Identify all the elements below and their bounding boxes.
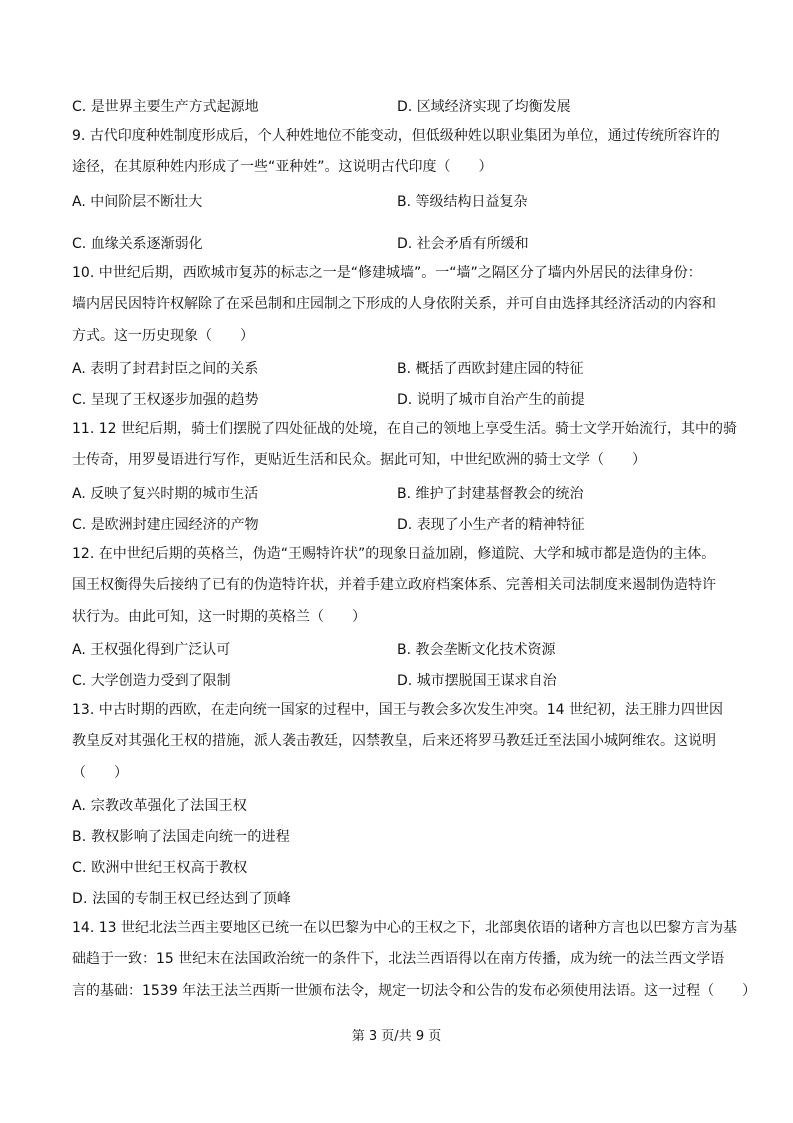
q10-stem-line: 方式。这一历史现象（ ） bbox=[72, 327, 254, 344]
q13-stem-line: 教皇反对其强化王权的措施，派人袭击教廷，囚禁教皇，后来还将罗马教廷迁至法国小城阿维农。这说明 bbox=[72, 733, 716, 750]
q10-stem bbox=[72, 258, 722, 352]
q9-option-b[interactable]: B. 等级结构日益复杂 bbox=[397, 194, 528, 210]
q12-stem-line: 12. 在中世纪后期的英格兰，伪造“王赐特许状”的现象日益加剧，修道院、大学和城市都是造伪的主体。 bbox=[72, 546, 716, 562]
q12-option-c[interactable]: C. 大学创造力受到了限制 bbox=[72, 673, 231, 689]
q10-stem-line: 10. 中世纪后期，西欧城市复苏的标志之一是“修建城墙”。一“墙”之隔区分了墙内外居民的法律身份： bbox=[72, 265, 702, 281]
q11-stem-line: 11. 12 世纪后期，骑士们摆脱了四处征战的处境，在自己的领地上享受生活。骑士文学开始流行，其中的骑 bbox=[72, 421, 737, 437]
q9-stem-line: 途径，在其原种姓内形成了一些“亚种姓”。这说明古代印度（ ） bbox=[72, 159, 493, 176]
q8-option-c[interactable]: C. 是世界主要生产方式起源地 bbox=[72, 99, 259, 115]
q14-stem-line: 14. 13 世纪北法兰西主要地区已统一在以巴黎为中心的王权之下，北部奥依语的诸种方言也以巴黎方言为基 bbox=[72, 920, 737, 936]
q14-stem-line: 础趋于一致：15 世纪末在法国政治统一的条件下，北法兰西语得以在南方传播，成为统一的法兰西文学语 bbox=[72, 951, 725, 968]
q13-stem-line: 13. 中古时期的西欧，在走向统一国家的过程中，国王与教会多次发生冲突。14 世纪初，法王腓力四世因 bbox=[72, 702, 723, 718]
q14-stem-line: 言的基础：1539 年法王法兰西斯一世颁布法令，规定一切法令和公告的发布必须使用法语。这一过程（ ） bbox=[72, 982, 757, 999]
q11-option-b[interactable]: B. 维护了封建基督教会的统治 bbox=[397, 486, 584, 502]
q9-option-c[interactable]: C. 血缘关系逐渐弱化 bbox=[72, 236, 203, 252]
q11-stem-line: 士传奇，用罗曼语进行写作，更贴近生活和民众。据此可知，中世纪欧洲的骑士文学（ ） bbox=[72, 452, 646, 469]
q13-stem-line: （ ） bbox=[72, 764, 128, 781]
q11-option-c[interactable]: C. 是欧洲封建庄园经济的产物 bbox=[72, 517, 259, 533]
q13-option-a[interactable]: A. 宗教改革强化了法国王权 bbox=[72, 798, 248, 814]
q12-option-b[interactable]: B. 教会垄断文化技术资源 bbox=[397, 642, 556, 658]
q12-option-a[interactable]: A. 王权强化得到广泛认可 bbox=[72, 642, 231, 658]
q12-stem bbox=[72, 539, 722, 633]
page-number-footer: 第 3 页/共 9 页 bbox=[351, 1029, 442, 1044]
q13-option-d[interactable]: D. 法国的专制王权已经达到了顶峰 bbox=[72, 891, 292, 907]
q12-stem-line: 状行为。由此可知，这一时期的英格兰（ ） bbox=[72, 608, 366, 625]
q10-option-c[interactable]: C. 呈现了王权逐步加强的趋势 bbox=[72, 392, 259, 408]
q13-stem bbox=[72, 695, 722, 789]
q10-option-d[interactable]: D. 说明了城市自治产生的前提 bbox=[397, 392, 585, 408]
q11-stem bbox=[72, 414, 737, 477]
q9-stem bbox=[72, 121, 722, 184]
q12-stem-line: 国王权衡得失后接纳了已有的伪造特许状，并着手建立政府档案体系、完善相关司法制度来遏制伪造特许 bbox=[72, 577, 716, 594]
q13-option-b[interactable]: B. 教权影响了法国走向统一的进程 bbox=[72, 829, 290, 845]
q11-option-a[interactable]: A. 反映了复兴时期的城市生活 bbox=[72, 486, 259, 502]
q8-option-d[interactable]: D. 区域经济实现了均衡发展 bbox=[397, 99, 571, 115]
q10-option-b[interactable]: B. 概括了西欧封建庄园的特征 bbox=[397, 361, 584, 377]
q10-option-a[interactable]: A. 表明了封君封臣之间的关系 bbox=[72, 361, 259, 377]
q9-option-d[interactable]: D. 社会矛盾有所缓和 bbox=[397, 236, 529, 252]
q10-stem-line: 墙内居民因特许权解除了在采邑制和庄园制之下形成的人身依附关系，并可自由选择其经济活动的内容和 bbox=[72, 296, 716, 313]
q14-stem bbox=[72, 913, 757, 1007]
q12-option-d[interactable]: D. 城市摆脱国王谋求自治 bbox=[397, 673, 557, 689]
q11-option-d[interactable]: D. 表现了小生产者的精神特征 bbox=[397, 517, 585, 533]
q9-option-a[interactable]: A. 中间阶层不断壮大 bbox=[72, 194, 203, 210]
q13-option-c[interactable]: C. 欧洲中世纪王权高于教权 bbox=[72, 860, 248, 876]
q9-stem-line: 9. 古代印度种姓制度形成后，个人种姓地位不能变动，但低级种姓以职业集团为单位，通过传统所容许的 bbox=[72, 128, 720, 144]
